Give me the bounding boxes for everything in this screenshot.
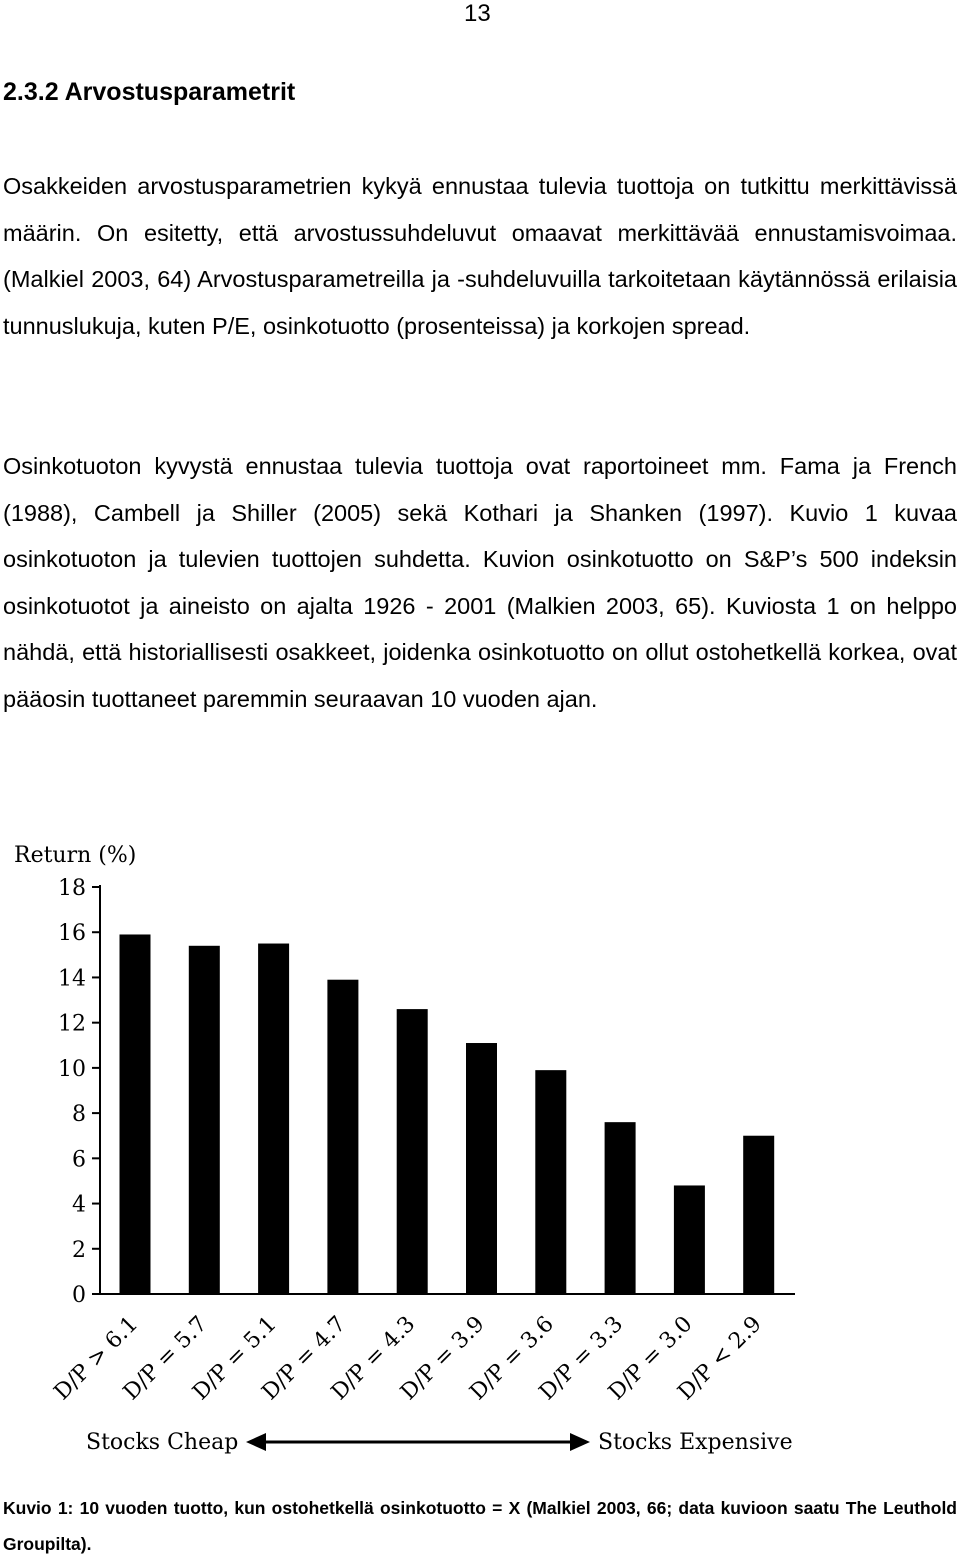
y-tick-label: 6 <box>72 1147 86 1173</box>
x-tick-label: D/P = 4.3 <box>326 1311 421 1406</box>
x-tick-label: D/P = 4.7 <box>257 1311 351 1406</box>
x-tick-labels <box>50 1312 767 1406</box>
x-tick-label: D/P = 5.1 <box>188 1311 282 1406</box>
y-tick-label: 12 <box>58 1011 86 1037</box>
figure-caption: Kuvio 1: 10 vuoden tuotto, kun ostohetkellä osinkotuotto = X (Malkiel 2003, 66; data kuvioon saatu The Leuthold Groupilta). <box>3 1498 957 1554</box>
bar <box>120 934 151 1294</box>
bar <box>189 946 220 1294</box>
bar <box>605 1122 636 1294</box>
bar-chart <box>0 835 960 1475</box>
figure-dividend-yield-returns <box>0 835 960 1475</box>
y-tick-label: 8 <box>72 1102 86 1128</box>
y-tick-label: 0 <box>72 1283 86 1308</box>
page-number: 13 <box>464 0 491 27</box>
x-tick-label: D/P = 3.9 <box>396 1311 490 1406</box>
x-tick-label: D/P = 3.0 <box>603 1311 698 1406</box>
bar <box>258 944 289 1294</box>
y-axis-label: Return (%) <box>14 843 137 868</box>
chart-bars <box>120 934 775 1294</box>
x-tick-label: D/P = 5.7 <box>118 1311 213 1406</box>
y-tick-label: 14 <box>58 966 86 992</box>
y-tick-label: 2 <box>72 1237 86 1263</box>
y-tick-label: 16 <box>58 921 86 947</box>
paragraph-1: Osakkeiden arvostusparametrien kykyä ennustaa tulevia tuottoja on tutkittu merkittävissä määrin. On esitetty, että arvostussuhdeluvut omaavat merkittävää ennustamisvoimaa. (Malkiel 2003, 64) Arvostusparametreilla ja -suhdeluvuilla tarkoitetaan käytännössä erilaisia tunnuslukuja, kuten P/E, osinkotuotto (prosenteissa) ja korkojen spread. <box>3 173 957 339</box>
y-tick-label: 18 <box>58 876 86 901</box>
bar <box>327 980 358 1294</box>
bar <box>466 1043 497 1294</box>
cheap-expensive-arrow <box>86 1430 793 1455</box>
bar <box>535 1070 566 1294</box>
paragraph-2: Osinkotuoton kyvystä ennustaa tulevia tuottoja ovat raportoineet mm. Fama ja French (1988), Cambell ja Shiller (2005) sekä Kothari ja Shanken (1997). Kuvio 1 kuvaa osinkotuoton ja tulevien tuottojen suhdetta. Kuvion osinkotuotto on S&P’s 500 indeksin osinkotuotot ja aineisto on ajalta 1926 - 2001 (Malkien 2003, 65). Kuviosta 1 on helppo nähdä, että historiallisesti osakkeet, joidenka osinkotuotto on ollut ostohetkellä korkea, ovat pääosin tuottaneet paremmin seuraavan 10 vuoden ajan. <box>3 453 957 712</box>
arrow-head-left <box>246 1433 266 1451</box>
section-heading: 2.3.2 Arvostusparametrit <box>3 78 296 106</box>
x-tick-label: D/P = 3.6 <box>465 1311 559 1406</box>
x-tick-label: D/P > 6.1 <box>49 1311 144 1406</box>
bar <box>397 1009 428 1294</box>
arrow-left-label: Stocks Cheap <box>86 1430 239 1455</box>
y-tick-label: 10 <box>58 1056 86 1082</box>
bar <box>743 1136 774 1294</box>
x-tick-label: D/P < 2.9 <box>673 1311 767 1406</box>
bar <box>674 1185 705 1294</box>
arrow-right-label: Stocks Expensive <box>598 1430 793 1455</box>
x-tick-label: D/P = 3.3 <box>534 1311 629 1406</box>
arrow-head-right <box>570 1433 590 1451</box>
y-tick-label: 4 <box>72 1192 86 1218</box>
